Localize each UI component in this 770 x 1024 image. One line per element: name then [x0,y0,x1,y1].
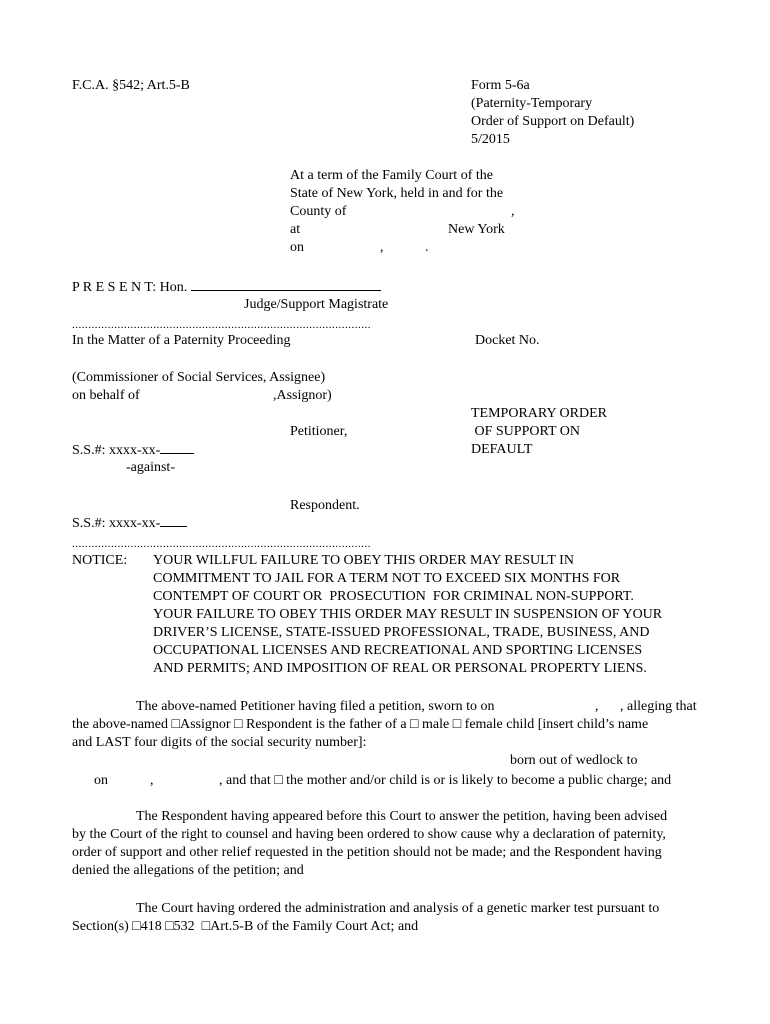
petitioner-ssn-field[interactable] [160,441,194,454]
form-line: Order of Support on Default) [471,114,635,129]
para3-line: Section(s) □418 □532 □Art.5-B of the Family Court Act; and [72,919,419,934]
date-period: . [425,240,429,255]
court-term-block [290,167,503,257]
court-term-line-1: At a term of the Family Court of the [290,168,493,183]
form-identifier [471,77,634,149]
para1-line2: the above-named □Assignor □ Respondent is the father of a □ male □ female child [insert child’s name [72,717,649,732]
notice-line: AND PERMITS; AND IMPOSITION OF REAL OR PERSONAL PROPERTY LIENS. [153,661,647,676]
on-behalf-label: on behalf of [72,388,140,403]
order-title-line: TEMPORARY ORDER [471,406,608,421]
respondent-ssn [72,514,187,533]
notice-line: YOUR FAILURE TO OBEY THIS ORDER MAY RESULT IN SUSPENSION OF YOUR [153,607,663,622]
judge-title: Judge/Support Magistrate [244,297,389,312]
para1-comma2: , [150,773,154,788]
judge-name-field[interactable] [191,278,381,291]
separator-top: ............................................................................................ [72,319,371,331]
para2-line: The Respondent having appeared before this Court to answer the petition, having been advised [136,809,668,824]
order-title-line: DEFAULT [471,442,533,457]
present-label: P R E S E N T: Hon. [72,280,188,295]
county-comma: , [511,204,515,219]
para1-on: on [94,773,108,788]
notice-line: CONTEMPT OF COURT OR PROSECUTION FOR CRIMINAL NON-SUPPORT. [153,589,634,604]
form-line: Form 5-6a [471,78,530,93]
court-term-line-2: State of New York, held in and for the [290,186,504,201]
notice-line: YOUR WILLFUL FAILURE TO OBEY THIS ORDER MAY RESULT IN [153,553,574,568]
notice-label: NOTICE: [72,553,128,568]
commissioner-line: (Commissioner of Social Services, Assignee) [72,370,326,385]
at-label: at [290,222,301,237]
respondent-label: Respondent. [290,498,360,513]
on-label: on [290,240,304,255]
para1-line1a: The above-named Petitioner having filed a petition, sworn to on [136,699,495,714]
against-label: -against- [126,460,175,475]
separator-bottom: ............................................................................................ [72,538,371,550]
para1-line4: born out of wedlock to [510,753,638,768]
matter-title: In the Matter of a Paternity Proceeding [72,333,291,348]
para1-line1c: , alleging that [620,699,697,714]
assignor-label: ,Assignor) [273,388,332,403]
notice-line: OCCUPATIONAL LICENSES AND RECREATIONAL AND SPORTING LICENSES [153,643,643,658]
order-title-line: OF SUPPORT ON [471,424,580,439]
petitioner-label: Petitioner, [290,424,348,439]
ssn-label: S.S.#: xxxx-xx- [72,516,161,531]
present-line [72,278,381,297]
on-line [290,239,503,257]
para3-line: The Court having ordered the administration and analysis of a genetic marker test pursuant to [136,901,660,916]
state-name: New York [448,222,505,237]
date-comma: , [380,240,384,255]
notice-line: DRIVER’S LICENSE, STATE-ISSUED PROFESSIONAL, TRADE, BUSINESS, AND [153,625,650,640]
petitioner-ssn [72,441,194,460]
para2-line: order of support and other relief requested in the petition should not be made; and the Respondent having [72,845,662,860]
docket-label: Docket No. [475,333,540,348]
para1-line3: and LAST four digits of the social security number]: [72,735,367,750]
notice-line: COMMITMENT TO JAIL FOR A TERM NOT TO EXCEED SIX MONTHS FOR [153,571,621,586]
ssn-label: S.S.#: xxxx-xx- [72,443,161,458]
form-line: 5/2015 [471,132,510,147]
para1-comma: , [595,699,599,714]
respondent-ssn-field[interactable] [160,514,187,527]
form-line: (Paternity-Temporary [471,96,593,111]
para2-line: denied the allegations of the petition; and [72,863,304,878]
county-line [290,203,503,221]
para1-line5c: , and that □ the mother and/or child is or is likely to become a public charge; and [219,773,672,788]
county-label: County of [290,204,347,219]
order-title [471,405,607,459]
notice-text [153,552,662,678]
para2-line: by the Court of the right to counsel and having been ordered to show cause why a declaration of paternity, [72,827,666,842]
statute-citation: F.C.A. §542; Art.5-B [72,78,190,93]
